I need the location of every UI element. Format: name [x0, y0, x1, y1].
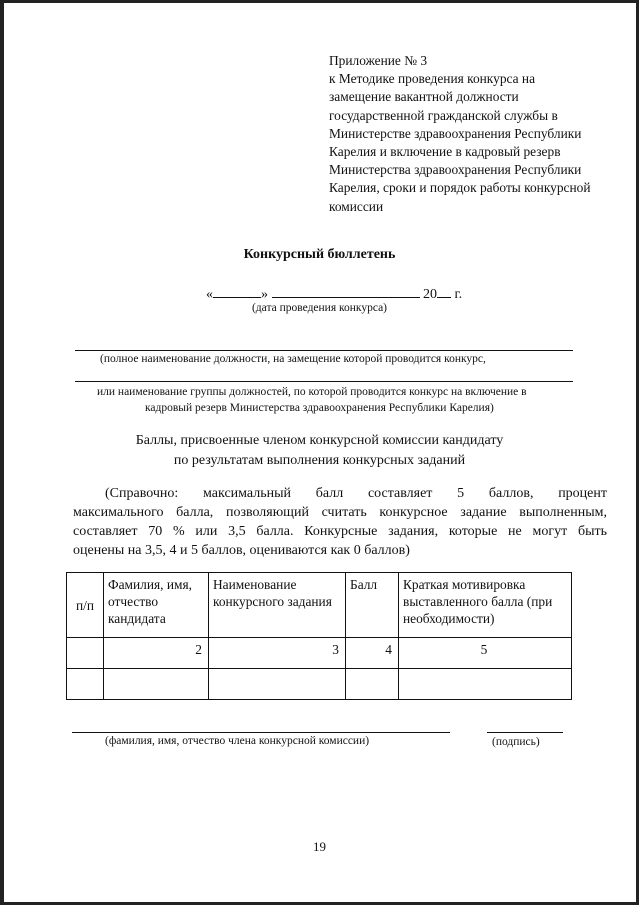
- year-suffix: г.: [451, 287, 463, 302]
- date-caption: (дата проведения конкурса): [251, 302, 388, 314]
- number-cell: [67, 638, 104, 669]
- number-cell: 5: [399, 638, 572, 669]
- position-line-2: [75, 381, 573, 382]
- appendix-line: государственной гражданской службы в: [329, 107, 558, 123]
- reference-note: [73, 484, 607, 560]
- table-row: [67, 638, 572, 669]
- table-cell[interactable]: [346, 669, 399, 700]
- date-close-quote: »: [261, 287, 268, 302]
- year-prefix: 20: [423, 287, 437, 302]
- appendix-line: замещение вакантной должности: [329, 89, 519, 105]
- position-caption-2b: кадровый резерв Министерства здравоохранения Республики Карелия): [145, 402, 494, 414]
- appendix-heading: [329, 52, 619, 216]
- note-line: оценены на 3,5, 4 и 5 баллов, оцениваются как 0 баллов): [73, 543, 410, 558]
- position-caption-2a: или наименование группы должностей, по которой проводится конкурс на включение в: [97, 386, 527, 398]
- signature-line: [487, 732, 563, 733]
- appendix-line: комиссии: [329, 198, 384, 214]
- document-title: Конкурсный бюллетень: [243, 247, 396, 262]
- page-number: 19: [313, 839, 326, 854]
- table-header-row: [67, 573, 572, 638]
- header-score: Балл: [346, 573, 399, 638]
- appendix-line: Карелия, сроки и порядок работы конкурсной: [329, 180, 591, 196]
- member-name-line: [72, 732, 450, 733]
- scores-title: [0, 431, 639, 471]
- appendix-line: к Методике проведения конкурса на: [329, 71, 536, 87]
- date-open-quote: «: [206, 287, 213, 302]
- note-line: составляет 70 % или 3,5 балла. Конкурсные задания, которые не могут быть: [73, 524, 607, 539]
- member-name-caption: (фамилия, имя, отчество члена конкурсной комиссии): [105, 735, 370, 747]
- signature-caption: (подпись): [492, 736, 540, 748]
- position-line-1: [75, 350, 573, 351]
- header-motivation: Краткая мотивировка выставленного балла (при необходимости): [399, 573, 572, 638]
- month-blank: [272, 284, 420, 298]
- number-cell: 3: [209, 638, 346, 669]
- appendix-line: Министерстве здравоохранения Республики: [329, 125, 582, 141]
- table-cell[interactable]: [209, 669, 346, 700]
- number-cell: 2: [104, 638, 209, 669]
- scores-title-line: по результатам выполнения конкурсных заданий: [173, 453, 466, 468]
- appendix-line: Министерства здравоохранения Республики: [329, 162, 582, 178]
- header-task: Наименование конкурсного задания: [209, 573, 346, 638]
- date-field: [206, 284, 462, 303]
- scores-title-line: Баллы, присвоенные членом конкурсной комиссии кандидату: [135, 433, 504, 448]
- table-cell[interactable]: [67, 669, 104, 700]
- note-line: (Справочно: максимальный балл составляет 5 баллов, процент: [105, 486, 607, 501]
- page-edge-top: [0, 0, 639, 3]
- header-number: п/п: [67, 573, 104, 638]
- header-candidate: Фамилия, имя, отчество кандидата: [104, 573, 209, 638]
- position-caption-1: (полное наименование должности, на замещение которой проводится конкурс,: [100, 353, 486, 365]
- table-cell[interactable]: [399, 669, 572, 700]
- appendix-line: Карелия и включение в кадровый резерв: [329, 144, 561, 160]
- table-row: [67, 669, 572, 700]
- year-blank: [437, 284, 451, 298]
- appendix-line: Приложение № 3: [329, 53, 428, 68]
- number-cell: 4: [346, 638, 399, 669]
- table-cell[interactable]: [104, 669, 209, 700]
- note-line: максимального балла, позволяющий считать конкурсное задание выполненным,: [73, 505, 607, 520]
- day-blank: [213, 284, 261, 298]
- scores-table: [66, 572, 572, 700]
